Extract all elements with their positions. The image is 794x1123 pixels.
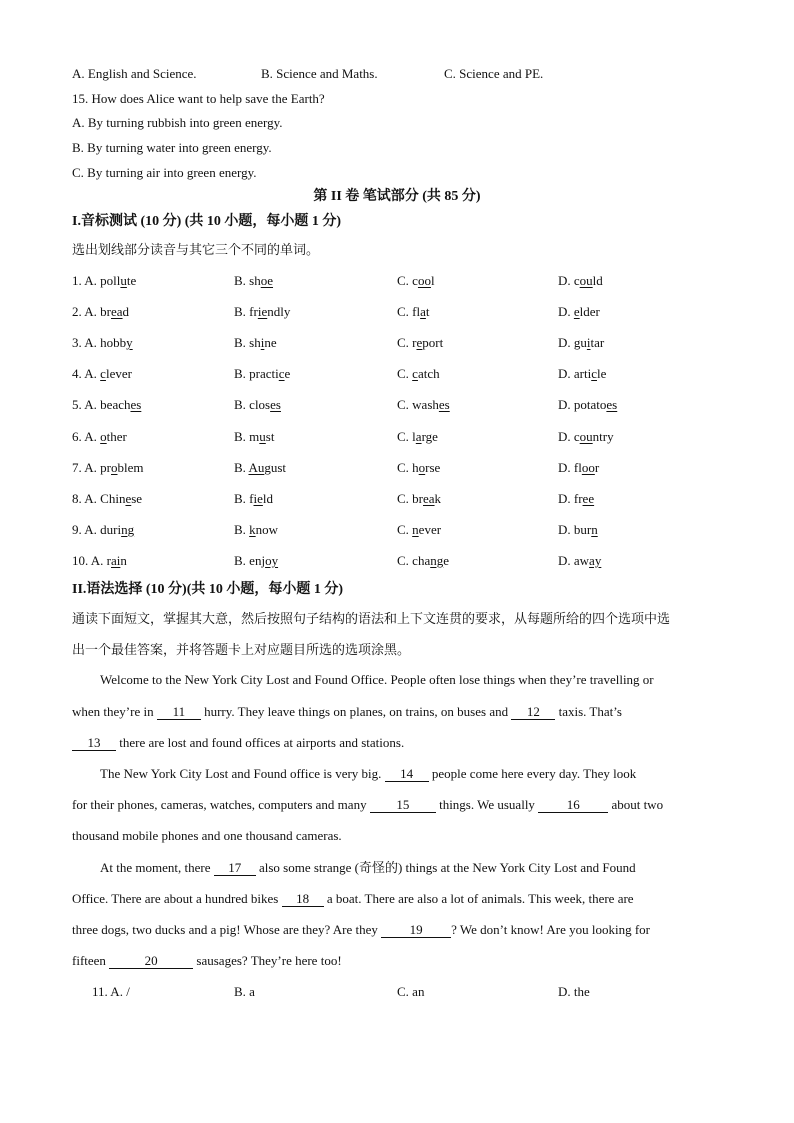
passage-line: [72, 953, 342, 969]
option-text: D. arti: [558, 366, 592, 382]
phonetics-option: [234, 429, 274, 445]
blank-16: 16: [538, 798, 608, 813]
underlined-letters: i: [260, 335, 265, 351]
phonetics-option: [72, 553, 127, 569]
phonetics-option: [234, 522, 278, 538]
passage-line: [72, 922, 650, 938]
q15-option-a: A. By turning rubbish into green energy.: [72, 115, 283, 130]
underlined-letters: c: [412, 366, 418, 382]
passage-line: [72, 797, 663, 813]
underlined-letters: ie: [253, 490, 263, 506]
option-text: 2. A. br: [72, 304, 111, 320]
option-text: e: [443, 552, 449, 568]
underlined-letters: a: [415, 428, 422, 444]
passage-text: for their phones, cameras, watches, computers and many: [72, 797, 370, 812]
option-text: C. l: [397, 428, 416, 444]
q14-option-a: A. English and Science.: [72, 66, 197, 81]
underlined-letters: i: [586, 335, 591, 351]
underlined-letters: oo: [417, 273, 431, 288]
section2-title: II.语法选择 (10 分)(共 10 小题，每小题 1 分): [72, 582, 344, 597]
passage-text: also some strange (奇怪的) things at the New York City Lost and Found: [255, 860, 636, 875]
phonetics-option: [72, 273, 136, 289]
underlined-letters: u: [259, 428, 266, 444]
option-text: D. gu: [558, 335, 587, 351]
option-text: D. aw: [558, 552, 590, 568]
passage-text: ? We don’t know! Are you looking for: [451, 922, 650, 937]
phonetics-option: [397, 304, 430, 320]
option-text: C. br: [397, 490, 423, 506]
phonetics-option: [397, 366, 440, 382]
underlined-letters: e: [573, 304, 580, 320]
phonetics-option: [72, 460, 144, 476]
option-text: ther: [106, 428, 127, 444]
blank-19: 19: [381, 923, 451, 938]
blank-14: 14: [385, 767, 429, 782]
option-text: D.: [558, 304, 574, 320]
blank-13: 13: [72, 736, 116, 751]
underlined-letters: ng: [121, 521, 135, 537]
phonetics-option: [397, 460, 440, 476]
underlined-letters: es: [270, 397, 281, 413]
q14-option-c: C. Science and PE.: [444, 66, 544, 81]
phonetics-option: [234, 397, 281, 413]
underlined-letters: ou: [579, 428, 593, 444]
option-text: se: [131, 490, 143, 506]
section2-instruction-line2: 出一个最佳答案，并将答题卡上对应题目所选的选项涂黑。: [72, 642, 411, 657]
phonetics-option: [397, 335, 443, 351]
passage-text: three dogs, two ducks and a pig! Whose are they? Are they: [72, 922, 382, 937]
passage-text: there are lost and found offices at airports and stations.: [116, 735, 405, 750]
underlined-letters: c: [591, 366, 597, 382]
passage-line: thousand mobile phones and one thousand cameras.: [72, 828, 342, 843]
phonetics-option: [558, 460, 599, 476]
option-text: C. cha: [397, 552, 431, 568]
option-text: atch: [417, 366, 440, 382]
phonetics-option: [234, 366, 290, 382]
option-text: B.: [234, 521, 250, 537]
phonetics-option: [558, 491, 594, 507]
option-text: C.: [397, 521, 413, 537]
option-text: lder: [579, 304, 600, 320]
option-text: gust: [264, 459, 287, 475]
blank-12: 12: [511, 705, 555, 720]
passage-line: [72, 704, 622, 720]
option-text: 1. A. poll: [72, 273, 121, 288]
option-text: ld: [592, 273, 603, 288]
underlined-letters: oo: [581, 459, 595, 475]
passage-text: At the moment, there: [100, 860, 214, 875]
underlined-letters: ie: [257, 304, 268, 320]
section1-title: I.音标测试 (10 分) (共 10 小题，每小题 1 分): [72, 214, 342, 229]
option-text: B. sh: [234, 273, 261, 288]
phonetics-option: [72, 397, 141, 413]
option-text: C. wash: [397, 397, 439, 413]
blank-18: 18: [282, 892, 324, 907]
underlined-letters: a: [420, 304, 426, 320]
underlined-letters: ng: [430, 552, 444, 568]
q15-option-b: B. By turning water into green energy.: [72, 140, 272, 155]
passage-text: Office. There are about a hundred bikes: [72, 891, 282, 906]
phonetics-option: [234, 460, 286, 476]
option-text: ne: [264, 335, 277, 351]
phonetics-option: [558, 273, 603, 289]
passage-line: [100, 672, 654, 688]
q11-option-b: B. a: [234, 984, 255, 999]
phonetics-option: [72, 522, 134, 538]
option-text: D. fr: [558, 490, 583, 506]
phonetics-option: [397, 491, 441, 507]
phonetics-option: [234, 335, 277, 351]
underlined-letters: ay: [589, 552, 602, 568]
passage-text: things. We usually: [435, 797, 539, 812]
phonetics-option: [397, 522, 441, 538]
blank-15: 15: [370, 798, 436, 813]
option-text: lever: [105, 366, 132, 382]
q15-option-c: C. By turning air into green energy.: [72, 165, 257, 180]
phonetics-option: [558, 366, 606, 382]
phonetics-option: [558, 522, 598, 538]
passage-text: fifteen: [72, 953, 110, 968]
option-text: 9. A. duri: [72, 521, 122, 537]
phonetics-option: [397, 553, 449, 569]
passage-text: hurry. They leave things on planes, on trains, on buses and: [200, 704, 512, 719]
passage-line: [72, 735, 404, 751]
option-text: B. m: [234, 428, 260, 444]
option-text: tar: [590, 335, 605, 351]
passage-text: The New York City Lost and Found office is very big.: [100, 766, 385, 781]
underlined-letters: n: [412, 521, 419, 537]
passage-line: [100, 766, 636, 782]
option-text: r: [594, 459, 600, 475]
phonetics-option: [558, 553, 601, 569]
option-text: l: [430, 273, 435, 288]
section1-instruction: 选出划线部分读音与其它三个不同的单词。: [72, 242, 320, 257]
option-text: ever: [418, 521, 442, 537]
passage-line: [100, 860, 636, 876]
option-text: B. fr: [234, 304, 258, 320]
phonetics-option: [558, 335, 604, 351]
option-text: B.: [234, 459, 249, 475]
passage-text: a boat. There are also a lot of animals. This week, there are: [323, 891, 634, 906]
underlined-letters: o: [111, 459, 118, 475]
underlined-letters: o: [100, 428, 107, 444]
option-text: 5. A. beach: [72, 397, 131, 413]
underlined-letters: es: [606, 397, 618, 413]
option-text: now: [255, 521, 279, 537]
underlined-letters: c: [100, 366, 106, 382]
option-text: 3. A. hobb: [72, 335, 127, 351]
phonetics-option: [72, 491, 142, 507]
section2-instruction-line1: 通读下面短文，掌握其大意，然后按照句子结构的语法和上下文连贯的要求，从每题所给的四个选项中选: [72, 611, 671, 626]
option-text: D. fl: [558, 459, 582, 475]
option-text: rse: [425, 459, 441, 475]
option-text: 7. A. pr: [72, 459, 111, 475]
q11-option-d: D. the: [558, 984, 590, 999]
blank-20: 20: [109, 954, 193, 969]
phonetics-option: [234, 491, 273, 507]
underlined-letters: e: [416, 335, 423, 351]
option-text: D. bur: [558, 521, 592, 537]
option-text: B. enj: [234, 552, 266, 568]
underlined-letters: ou: [579, 273, 593, 288]
option-text: C. c: [397, 273, 418, 288]
option-text: e: [284, 366, 291, 382]
phonetics-option: [558, 429, 614, 445]
option-text: ld: [262, 490, 274, 506]
phonetics-option: [558, 304, 600, 320]
phonetics-option: [397, 273, 435, 289]
option-text: B. clos: [234, 397, 271, 413]
option-text: 8. A. Chin: [72, 490, 126, 506]
option-text: le: [597, 366, 607, 382]
option-text: D. potato: [558, 397, 607, 413]
phonetics-option: [72, 429, 127, 445]
option-text: B. practi: [234, 366, 279, 382]
passage-text: about two: [608, 797, 664, 812]
phonetics-option: [397, 429, 438, 445]
option-text: 10. A. r: [72, 552, 111, 568]
underlined-letters: ea: [423, 490, 435, 506]
underlined-letters: k: [249, 521, 256, 537]
option-text: d: [122, 304, 130, 320]
option-text: n: [120, 552, 127, 568]
q11-option-c: C. an: [397, 984, 425, 999]
q14-option-b: B. Science and Maths.: [261, 66, 378, 81]
option-text: blem: [117, 459, 144, 475]
underlined-letters: y: [126, 335, 133, 351]
q15-stem: 15. How does Alice want to help save the Earth?: [72, 91, 325, 106]
option-text: k: [434, 490, 442, 506]
option-text: D. c: [558, 273, 580, 288]
underlined-letters: e: [125, 490, 132, 506]
option-text: C. h: [397, 459, 419, 475]
phonetics-option: [234, 304, 290, 320]
passage-text: taxis. That’s: [555, 704, 622, 719]
phonetics-option: [234, 553, 278, 569]
underlined-letters: Au: [248, 459, 265, 475]
option-text: st: [265, 428, 275, 444]
underlined-letters: ai: [111, 552, 121, 568]
passage-text: Welcome to the New York City Lost and Found Office. People often lose things when they’re travelling or: [100, 672, 654, 687]
phonetics-option: [397, 397, 450, 413]
underlined-letters: o: [418, 459, 426, 475]
underlined-letters: es: [130, 397, 142, 413]
option-text: 6. A.: [72, 428, 101, 444]
option-text: t: [425, 304, 430, 320]
passage-line: [72, 891, 634, 907]
option-text: 4. A.: [72, 366, 101, 382]
q11-option-a: 11. A. /: [92, 984, 130, 999]
passage-text: when they’re in: [72, 704, 157, 719]
option-text: port: [422, 335, 444, 351]
option-text: C.: [397, 366, 413, 382]
underlined-letters: n: [591, 521, 598, 537]
option-text: B. f: [234, 490, 254, 506]
underlined-letters: c: [278, 366, 285, 382]
underlined-letters: u: [120, 273, 127, 288]
option-text: C. fl: [397, 304, 421, 320]
part2-title: 第 II 卷 笔试部分 (共 85 分): [313, 189, 481, 204]
underlined-letters: oe: [260, 273, 274, 288]
phonetics-option: [72, 335, 133, 351]
blank-11: 11: [157, 705, 201, 720]
option-text: ndly: [267, 304, 291, 320]
phonetics-option: [72, 304, 129, 320]
phonetics-option: [558, 397, 617, 413]
blank-17: 17: [214, 861, 256, 876]
option-text: D. c: [558, 428, 580, 444]
underlined-letters: ee: [582, 490, 595, 506]
passage-text: sausages? They’re here too!: [193, 953, 342, 968]
option-text: te: [126, 273, 137, 288]
underlined-letters: es: [438, 397, 450, 413]
option-text: B. sh: [234, 335, 261, 351]
phonetics-option: [72, 366, 132, 382]
option-text: ntry: [592, 428, 614, 444]
underlined-letters: ea: [111, 304, 123, 320]
option-text: rge: [421, 428, 438, 444]
phonetics-option: [234, 273, 273, 289]
option-text: C. r: [397, 335, 417, 351]
underlined-letters: oy: [265, 552, 279, 568]
passage-text: people come here every day. They look: [428, 766, 637, 781]
